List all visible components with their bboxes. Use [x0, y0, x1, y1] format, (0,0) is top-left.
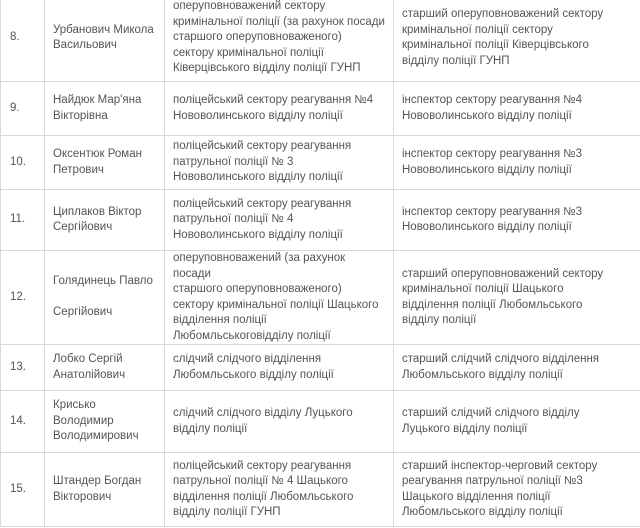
row-number: 10. [1, 136, 45, 190]
employee-name: Крисько Володимир Володимирович [45, 391, 165, 453]
employee-name: Найдюк Мар'яна Вікторівна [45, 82, 165, 136]
table-row [1, 0, 640, 82]
previous-position: слідчий слідчого відділу Луцького відділу поліції [165, 391, 394, 453]
new-position: інспектор сектору реагування №4 Нововолинського відділу поліції [394, 82, 640, 136]
new-position: старший оперуповноважений сектору кримінальної поліції Шацького відділення поліції Любомльського відділу поліції [394, 251, 640, 345]
table-row [1, 136, 640, 190]
previous-position: поліцейський сектору реагування №4 Нововолинського відділу поліції [165, 82, 394, 136]
new-position: старший слідчий слідчого відділення Любомльського відділу поліції [394, 345, 640, 391]
previous-position: поліцейський сектору реагування патрульної поліції № 4 Нововолинського відділу поліції [165, 190, 394, 251]
new-position: інспектор сектору реагування №3 Нововолинського відділу поліції [394, 136, 640, 190]
previous-position: слідчий слідчого відділення Любомльського відділу поліції [165, 345, 394, 391]
table-row [1, 82, 640, 136]
row-number: 9. [1, 82, 45, 136]
new-position: інспектор сектору реагування №3 Нововолинського відділу поліції [394, 190, 640, 251]
new-position: старший оперуповноважений сектору кримінальної поліції сектору кримінальної поліції Ківерцівського відділу поліції ГУНП [394, 0, 640, 82]
row-number: 15. [1, 453, 45, 527]
employee-name: Циплаков Віктор Сергійович [45, 190, 165, 251]
row-number: 13. [1, 345, 45, 391]
previous-position: оперуповноважений (за рахунок посади старшого оперуповноваженого) сектору кримінальної поліції Шацького відділення поліції Любомльськоговідділу поліції [165, 251, 394, 345]
new-position: старший інспектор-черговий сектору реагування патрульної поліції №3 Шацького відділення поліції Любомльського відділу поліції [394, 453, 640, 527]
employee-name: Штандер Богдан Вікторович [45, 453, 165, 527]
employee-name: Голядинець Павло Сергійович [45, 251, 165, 345]
previous-position: оперуповноважений сектору кримінальної поліції (за рахунок посади старшого оперуповноваженого) сектору кримінальної поліції Ківерцівського відділу поліції ГУНП [165, 0, 394, 82]
employee-name: Оксентюк Роман Петрович [45, 136, 165, 190]
row-number: 8. [1, 0, 45, 82]
row-number: 12. [1, 251, 45, 345]
row-number: 11. [1, 190, 45, 251]
previous-position: поліцейський сектору реагування патрульної поліції № 3 Нововолинського відділу поліції [165, 136, 394, 190]
employee-name: Лобко Сергій Анатолійович [45, 345, 165, 391]
table-row [1, 453, 640, 527]
row-number: 14. [1, 391, 45, 453]
previous-position: поліцейський сектору реагування патрульної поліції № 4 Шацького відділення поліції Любомльського відділу поліції ГУНП [165, 453, 394, 527]
table-row [1, 251, 640, 345]
table-row [1, 345, 640, 391]
employee-name: Урбанович Микола Васильович [45, 0, 165, 82]
new-position: старший слідчий слідчого відділу Луцького відділу поліції [394, 391, 640, 453]
table-row [1, 391, 640, 453]
table-row [1, 190, 640, 251]
